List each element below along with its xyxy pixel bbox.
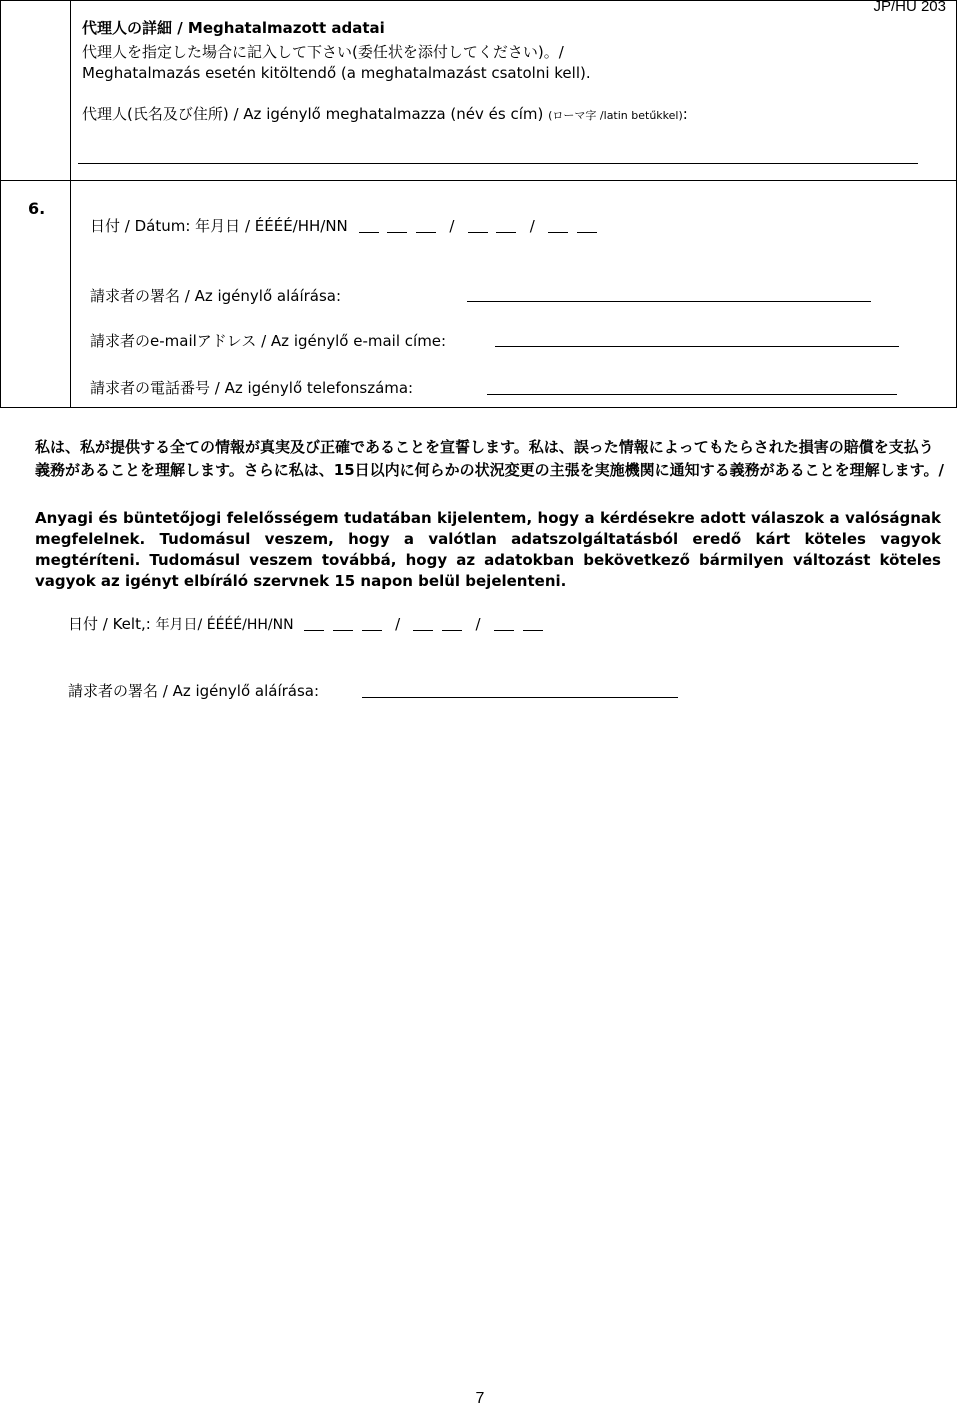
closing-date-format: 年月日/ ÉÉÉÉ/HH/NN bbox=[155, 617, 294, 633]
closing-date-label: 日付 / Kelt,: bbox=[68, 615, 151, 633]
agent-instruction-ja: 代理人を指定した場合に記入して下さい(委任状を添付してください)。/ bbox=[82, 43, 564, 61]
date-month-blank-1[interactable] bbox=[468, 218, 488, 233]
closing-day-blank-1[interactable] bbox=[494, 616, 514, 631]
closing-date-row bbox=[68, 613, 543, 634]
form-divider-horizontal bbox=[0, 180, 957, 181]
form-divider-vertical-top bbox=[70, 0, 71, 180]
document-id: JP/HU 203 bbox=[873, 0, 946, 15]
closing-date-separator-2: / bbox=[475, 615, 481, 633]
closing-signature-label: 請求者の署名 / Az igénylő aláírása: bbox=[68, 682, 320, 700]
agent-name-input-line[interactable] bbox=[78, 163, 918, 164]
date-day-blank-1[interactable] bbox=[548, 218, 568, 233]
closing-date-separator-1: / bbox=[395, 615, 401, 633]
email-label: 請求者のe-mailアドレス / Az igénylő e-mail címe: bbox=[90, 332, 447, 350]
closing-month-blank-1[interactable] bbox=[413, 616, 433, 631]
agent-instructions bbox=[82, 42, 591, 84]
signature-label: 請求者の署名 / Az igénylő aláírása: bbox=[90, 287, 342, 305]
email-input-line[interactable] bbox=[495, 346, 899, 347]
closing-year-blank-3[interactable] bbox=[362, 616, 382, 631]
closing-year-blank-1[interactable] bbox=[304, 616, 324, 631]
date-year-blank-3[interactable] bbox=[416, 218, 436, 233]
phone-label: 請求者の電話番号 / Az igénylő telefonszáma: bbox=[90, 379, 414, 397]
date-year-blank-2[interactable] bbox=[387, 218, 407, 233]
declaration-hungarian: Anyagi és büntetőjogi felelősségem tudatában kijelentem, hogy a kérdésekre adott válaszok a valóságnak megfelelnek. Tudomásul veszem, hogy a valótlan adatszolgáltatásból eredő kárt köteles vagyok megtéríteni. Tudomásul veszem továbbá, hogy az adatokban bekövetkező bármilyen változást köteles vagyok az igényt elbíráló szervnek 15 napon belül bejelenteni. bbox=[35, 509, 941, 590]
agent-heading: 代理人の詳細 / Meghatalmazott adatai bbox=[82, 19, 385, 37]
section-number: 6. bbox=[28, 199, 46, 218]
signature-input-line[interactable] bbox=[467, 301, 871, 302]
agent-name-label bbox=[82, 103, 688, 124]
date-row bbox=[90, 215, 597, 236]
closing-year-blank-2[interactable] bbox=[333, 616, 353, 631]
agent-name-colon: : bbox=[682, 105, 688, 123]
closing-month-blank-2[interactable] bbox=[442, 616, 462, 631]
date-format: 年月日 / ÉÉÉÉ/HH/NN bbox=[195, 217, 348, 235]
date-label: 日付 / Dátum: bbox=[90, 217, 191, 235]
phone-input-line[interactable] bbox=[487, 394, 897, 395]
agent-instruction-hu: Meghatalmazás esetén kitöltendő (a meghatalmazást csatolni kell). bbox=[82, 64, 591, 82]
date-year-blank-1[interactable] bbox=[359, 218, 379, 233]
closing-day-blank-2[interactable] bbox=[523, 616, 543, 631]
declaration-japanese: 私は、私が提供する全ての情報が真実及び正確であることを宣誓します。私は、誤った情報によってもたらされた損害の賠償を支払う義務があることを理解します。さらに私は、15日以内に何らかの状況変更の主張を実施機関に通知する義務があることを理解します。/ bbox=[35, 438, 944, 479]
closing-signature-input-line[interactable] bbox=[362, 697, 678, 698]
date-day-blank-2[interactable] bbox=[577, 218, 597, 233]
agent-name-hint: (ローマ字 /latin betűkkel) bbox=[548, 109, 683, 122]
date-separator-1: / bbox=[449, 217, 455, 235]
form-divider-vertical-bottom bbox=[70, 180, 71, 408]
date-month-blank-2[interactable] bbox=[496, 218, 516, 233]
date-separator-2: / bbox=[529, 217, 535, 235]
agent-name-text: 代理人(氏名及び住所) / Az igénylő meghatalmazza (név és cím) bbox=[82, 105, 544, 123]
page-number: 7 bbox=[475, 1390, 485, 1407]
